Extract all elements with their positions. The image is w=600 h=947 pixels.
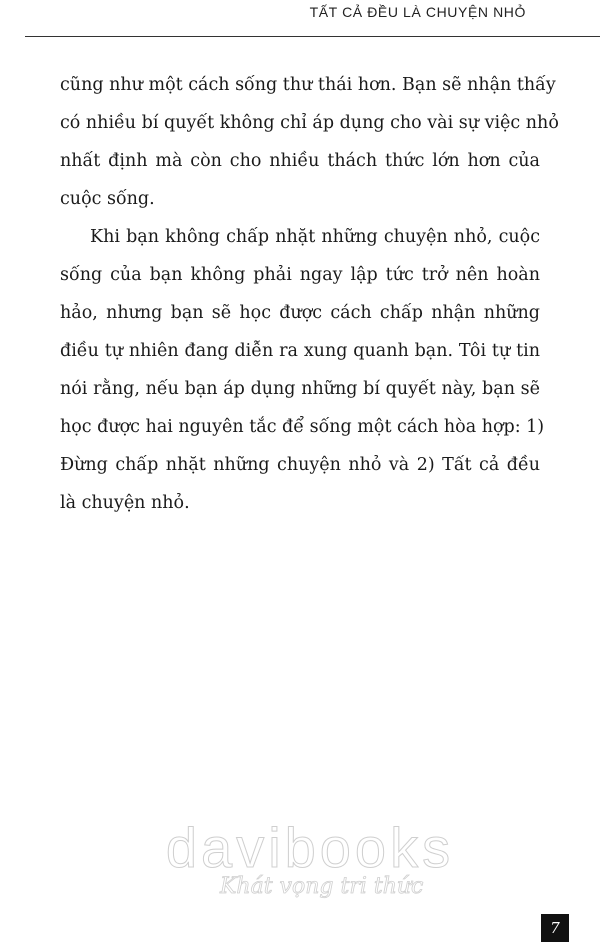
text-line: sống của bạn không phải ngay lập tức trở nên hoàn — [60, 265, 540, 285]
text-line: Khi bạn không chấp nhặt những chuyện nhỏ, cuộc — [90, 227, 540, 247]
text-line: nói rằng, nếu bạn áp dụng những bí quyết này, bạn sẽ — [60, 379, 540, 399]
text-line: hảo, nhưng bạn sẽ học được cách chấp nhận những — [60, 303, 540, 323]
text-line: Đừng chấp nhặt những chuyện nhỏ và 2) Tất cả đều — [60, 455, 540, 475]
text-line: có nhiều bí quyết không chỉ áp dụng cho vài sự việc nhỏ — [60, 113, 559, 133]
header-rule — [25, 36, 600, 37]
text-line: điều tự nhiên đang diễn ra xung quanh bạn. Tôi tự tin — [60, 341, 540, 361]
text-line: nhất định mà còn cho nhiều thách thức lớn hơn của — [60, 151, 540, 171]
text-line: cuộc sống. — [60, 189, 155, 209]
watermark-slogan: Khát vọng tri thức — [220, 874, 424, 899]
watermark — [160, 816, 460, 900]
watermark-brand: davibooks — [165, 816, 455, 879]
page-number: 7 — [541, 914, 569, 942]
text-line: là chuyện nhỏ. — [60, 493, 190, 513]
text-line: học được hai nguyên tắc để sống một cách hòa hợp: 1) — [60, 417, 545, 437]
paragraph-1 — [60, 66, 559, 218]
book-text — [60, 66, 559, 522]
running-header-title: TẤT CẢ ĐỀU LÀ CHUYỆN NHỎ — [309, 4, 526, 20]
paragraph-2 — [60, 218, 545, 522]
text-line: cũng như một cách sống thư thái hơn. Bạn sẽ nhận thấy — [60, 75, 556, 95]
